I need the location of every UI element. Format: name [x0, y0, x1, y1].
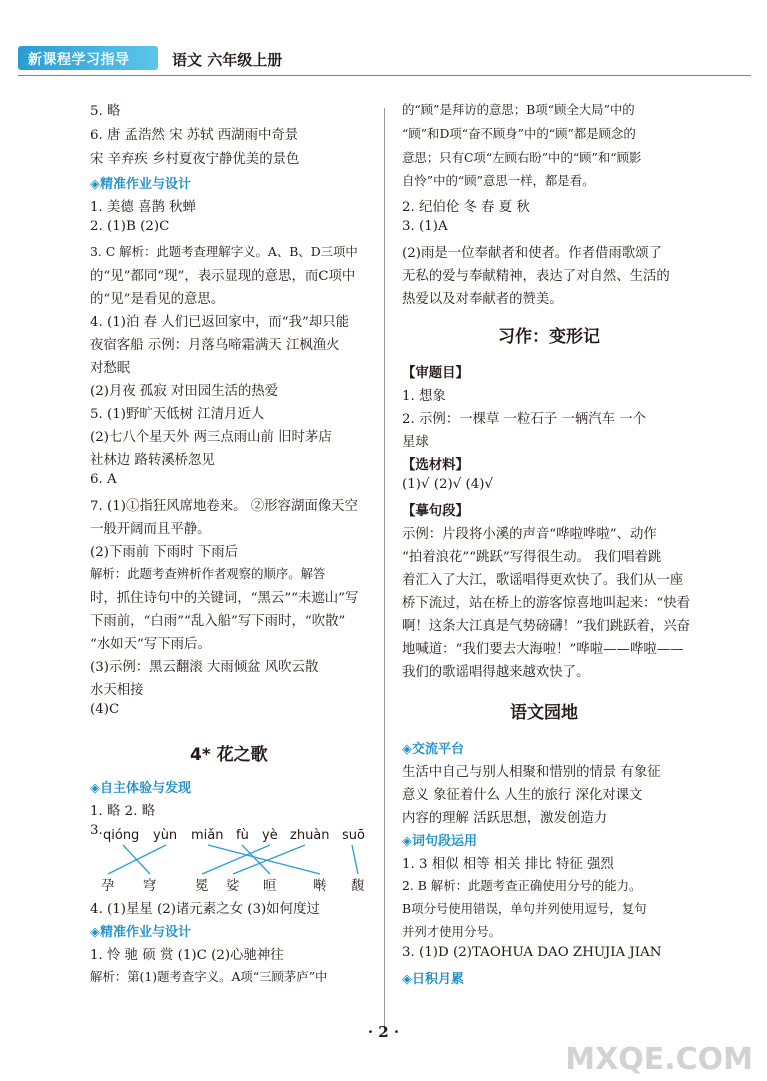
answer-line: 我们的歌谣唱得越来越欢快了。: [402, 665, 590, 680]
answer-line: 的“见”都同“现”，表示显现的意思，而C项中: [90, 269, 356, 284]
answer-line: ◈交流平台: [402, 742, 464, 757]
answer-line: 4. (1)星星 (2)诸元素之女 (3)如何度过: [90, 902, 320, 917]
answer-line: 地喊道：“我们要去大海啦！”哗啦——哗啦——: [402, 642, 684, 657]
hanzi-item: 穹: [143, 879, 157, 894]
answer-line: 【选材料】: [402, 457, 469, 473]
answer-line: “拍着浪花”“跳跃”写得很生动。 我们唱着跳: [402, 550, 662, 565]
answer-line: 2. B 解析：此题考查正确使用分号的能力。: [402, 878, 642, 893]
answer-line: 5. 略: [90, 104, 121, 119]
answer-line: 2. 示例：一棵草 一粒石子 一辆汽车 一个: [402, 412, 647, 427]
answer-line: 时，抓住诗句中的关键词，“黑云”“未遮山”写: [90, 591, 359, 606]
answer-line: B项分号使用错误，单句并列使用逗号，复句: [402, 901, 647, 916]
answer-line: (4)C: [90, 702, 120, 717]
answer-line: 2. 纪伯伦 冬 春 夏 秋: [402, 200, 530, 215]
answer-line: 【审题目】: [402, 365, 469, 381]
hanzi-item: 孕: [101, 879, 115, 894]
answer-line: 7. (1)①指狂风席地卷来。 ②形容湖面像天空: [90, 499, 358, 514]
hanzi-item: 娑: [226, 879, 240, 894]
answer-line: 并列才使用分号。: [402, 924, 502, 939]
answer-line: 着汇入了大江，歌谣唱得更欢快了。我们从一座: [402, 573, 684, 588]
answer-line: 的“顾”是拜访的意思；B项“顾全大局”中的: [402, 102, 635, 117]
answer-line: 啊！这条大江真是气势磅礴！”我们跳跃着，兴奋: [402, 619, 691, 634]
answer-line: (1)√ (2)√ (4)√: [402, 477, 494, 492]
answer-line: 星球: [402, 435, 429, 450]
answer-line: 4. (1)泊 春 人们已返回家中，而“我”却只能: [90, 315, 350, 330]
answer-line: 社林边 路转溪桥忽见: [90, 453, 215, 468]
pinyin-item: suō: [342, 828, 365, 843]
book-subject: 语文 六年级上册: [172, 51, 283, 69]
hanzi-item: 馥: [351, 879, 365, 894]
answer-line: 6. A: [90, 472, 117, 487]
pinyin-item: zhuàn: [290, 828, 330, 843]
answer-line: (2)月夜 孤寂 对田园生活的热爱: [90, 384, 279, 399]
answer-line: 6. 唐 孟浩然 宋 苏轼 西湖雨中奇景: [90, 128, 299, 143]
pinyin-item: yùn: [153, 828, 178, 843]
answer-line: 解析：此题考查辨析作者观察的顺序。解答: [90, 566, 326, 581]
hanzi-item: 冕: [195, 879, 209, 894]
answer-line: 水天相接: [90, 683, 144, 698]
answer-line: (3)示例：黑云翻滚 大雨倾盆 风吹云散: [90, 660, 319, 675]
answer-line: (2)下雨前 下雨时 下雨后: [90, 545, 238, 560]
answer-line: (2)七八个星天外 两三点雨山前 旧时茅店: [90, 430, 332, 445]
answer-line: 自怜”中的“顾”意思一样，都是看。: [402, 173, 595, 188]
pinyin-item: fù: [236, 828, 249, 843]
answer-line: 1. 怜 驰 硕 赏 (1)C (2)心驰神往: [90, 948, 284, 963]
answer-line: 3. (1)D (2)TAOHUA DAO ZHUJIA JIAN: [402, 945, 662, 960]
answer-line: 意思；只有C项“左顾右盼”中的“顾”和“顾影: [402, 150, 642, 165]
answer-line: 夜宿客船 示例：月落乌啼霜满天 江枫渔火: [90, 338, 340, 353]
answer-line: “水如天”写下雨后。: [90, 637, 211, 652]
answer-line: 内容的理解 活跃思想，激发创造力: [402, 811, 608, 826]
answer-line: 2. (1)B (2)C: [90, 219, 170, 234]
answer-line: ◈词句段运用: [402, 834, 477, 849]
lesson-title: 4* 花之歌: [190, 745, 268, 765]
answer-line: 3. (1)A: [402, 219, 448, 234]
answer-line: 1. 3 相似 相等 相关 排比 特征 强烈: [402, 857, 614, 872]
pinyin-item: yè: [262, 828, 278, 843]
answer-line: “顾”和D项“奋不顾身”中的“顾”都是顾念的: [402, 126, 636, 141]
answer-line: ◈精准作业与设计: [90, 177, 191, 192]
answer-line: 一般开阔而且平静。: [90, 522, 211, 537]
answer-line: 【摹句段】: [402, 503, 469, 519]
answer-line: 3. C 解析：此题考查理解字义。A、B、D三项中: [90, 244, 358, 259]
answer-line: 对愁眠: [90, 361, 131, 376]
hanzi-item: 啭: [313, 879, 327, 894]
answer-line: 意义 象征着什么 人生的旅行 深化对课文: [402, 788, 643, 803]
section-title: 习作：变形记: [498, 327, 600, 347]
answer-line: ◈自主体验与发现: [90, 781, 191, 796]
answer-line: 热爱以及对奉献者的赞美。: [402, 292, 563, 307]
answer-line: 宋 辛弃疾 乡村夏夜宁静优美的景色: [90, 152, 300, 167]
hanzi-item: 晅: [263, 879, 277, 894]
watermark: MXQE.COM: [565, 1042, 753, 1077]
answer-line: 无私的爱与奉献精神，表达了对自然、生活的: [402, 269, 670, 284]
pinyin-item: miǎn: [191, 828, 224, 843]
answer-line: 解析：第(1)题考查字义。A项“三顾茅庐”中: [90, 969, 328, 984]
section-title: 语文园地: [510, 703, 578, 723]
answer-line: 桥下流过，站在桥上的游客惊喜地叫起来：“快看: [402, 596, 691, 611]
answer-line: 1. 美德 喜鹊 秋蝉: [90, 200, 196, 215]
answer-line: (2)雨是一位奉献者和使者。作者借雨歌颂了: [402, 246, 662, 261]
answer-line: 5. (1)野旷天低树 江清月近人: [90, 407, 265, 422]
answer-line: 的“见”是看见的意思。: [90, 292, 225, 307]
page-number: · 2 ·: [367, 1023, 400, 1041]
answer-line: ◈精准作业与设计: [90, 925, 191, 940]
answer-line: 下雨前，“白雨”“乱入船”写下雨时，“吹散”: [90, 614, 346, 629]
answer-line: 3.: [90, 823, 103, 838]
answer-line: 1. 想象: [402, 389, 446, 404]
answer-line: 1. 略 2. 略: [90, 804, 156, 819]
series-title: 新课程学习指导: [28, 52, 130, 68]
answer-line: 生活中自己与别人相聚和惜别的情景 有象征: [402, 765, 661, 780]
pinyin-item: qióng: [103, 828, 140, 843]
answer-line: ◈日积月累: [402, 972, 464, 987]
answer-line: 示例：片段将小溪的声音“哗啦哗啦”、动作: [402, 527, 657, 542]
